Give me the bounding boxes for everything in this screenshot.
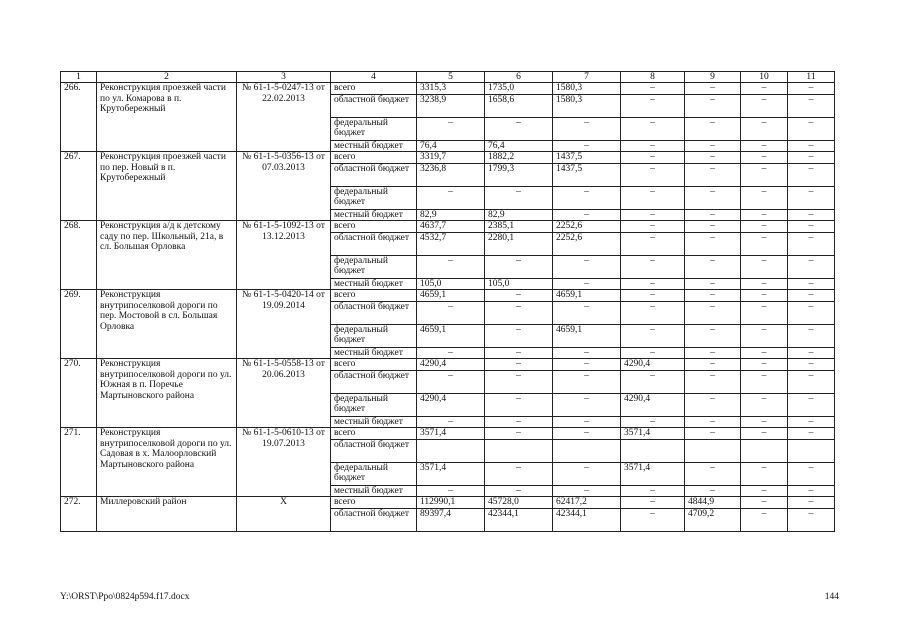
value-cell: – bbox=[685, 186, 741, 209]
value-cell: – bbox=[685, 117, 741, 140]
funding-source: федеральный бюджет bbox=[331, 462, 417, 485]
footer-page-number: 144 bbox=[824, 592, 839, 602]
value-cell: 4290,4 bbox=[621, 359, 685, 371]
value-cell: – bbox=[741, 428, 788, 440]
value-cell: – bbox=[788, 117, 835, 140]
value-cell: – bbox=[685, 278, 741, 290]
table-row bbox=[61, 221, 835, 233]
funding-source: федеральный бюджет bbox=[331, 117, 417, 140]
value-cell: – bbox=[685, 462, 741, 485]
value-cell: 3571,4 bbox=[621, 428, 685, 440]
value-cell: – bbox=[788, 232, 835, 255]
column-number: 4 bbox=[331, 72, 417, 83]
value-cell: – bbox=[741, 221, 788, 233]
value-cell: 82,9 bbox=[417, 209, 485, 221]
value-cell: – bbox=[485, 186, 553, 209]
value-cell: 4290,4 bbox=[621, 393, 685, 416]
value-cell bbox=[417, 439, 485, 462]
table-body bbox=[61, 72, 835, 532]
value-cell: – bbox=[621, 301, 685, 324]
value-cell: – bbox=[741, 393, 788, 416]
value-cell: – bbox=[621, 232, 685, 255]
value-cell: – bbox=[621, 485, 685, 497]
value-cell: – bbox=[741, 117, 788, 140]
value-cell: – bbox=[685, 83, 741, 95]
funding-source: федеральный бюджет bbox=[331, 393, 417, 416]
row-number: 269. bbox=[61, 290, 97, 359]
value-cell: – bbox=[741, 359, 788, 371]
document-number: № 61-1-5-0247-13 от 22.02.2013 bbox=[237, 83, 331, 152]
column-number: 10 bbox=[741, 72, 788, 83]
object-name: Реконструкция внутрипоселковой дороги по ул. Садовая в х. Малоорловский Мартыновского района bbox=[97, 428, 237, 497]
object-name: Реконструкция внутрипоселковой дороги по ул. Южная в п. Поречье Мартыновского района bbox=[97, 359, 237, 428]
table-row bbox=[61, 359, 835, 371]
row-number: 270. bbox=[61, 359, 97, 428]
value-cell: – bbox=[485, 301, 553, 324]
value-cell: 3319,7 bbox=[417, 152, 485, 164]
funding-source: федеральный бюджет bbox=[331, 324, 417, 347]
value-cell: 4637,7 bbox=[417, 221, 485, 233]
value-cell: 89397,4 bbox=[417, 508, 485, 531]
value-cell bbox=[621, 439, 685, 462]
value-cell: – bbox=[685, 301, 741, 324]
funding-source: областной бюджет bbox=[331, 439, 417, 462]
value-cell: – bbox=[788, 497, 835, 509]
value-cell: – bbox=[741, 83, 788, 95]
table-row bbox=[61, 152, 835, 164]
value-cell: – bbox=[553, 186, 621, 209]
value-cell: 2252,6 bbox=[553, 232, 621, 255]
value-cell: – bbox=[685, 209, 741, 221]
value-cell: – bbox=[741, 416, 788, 428]
table-row bbox=[61, 497, 835, 509]
value-cell: – bbox=[621, 186, 685, 209]
value-cell bbox=[741, 439, 788, 462]
table-row bbox=[61, 83, 835, 95]
funding-source: местный бюджет bbox=[331, 278, 417, 290]
row-number: 271. bbox=[61, 428, 97, 497]
value-cell: – bbox=[788, 278, 835, 290]
value-cell: 62417,2 bbox=[553, 497, 621, 509]
value-cell: 3571,4 bbox=[417, 428, 485, 440]
value-cell: – bbox=[417, 347, 485, 359]
row-number: 267. bbox=[61, 152, 97, 221]
value-cell: – bbox=[621, 152, 685, 164]
value-cell: – bbox=[685, 152, 741, 164]
document-number: Х bbox=[237, 497, 331, 532]
column-number: 11 bbox=[788, 72, 835, 83]
value-cell: 1437,5 bbox=[553, 163, 621, 186]
value-cell: – bbox=[685, 290, 741, 302]
value-cell: 3238,9 bbox=[417, 94, 485, 117]
value-cell: – bbox=[788, 324, 835, 347]
value-cell: – bbox=[485, 462, 553, 485]
value-cell: 42344,1 bbox=[553, 508, 621, 531]
value-cell: – bbox=[788, 209, 835, 221]
value-cell: 3571,4 bbox=[621, 462, 685, 485]
value-cell: 112990,1 bbox=[417, 497, 485, 509]
document-number: № 61-1-5-1092-13 от 13.12.2013 bbox=[237, 221, 331, 290]
value-cell: – bbox=[621, 255, 685, 278]
value-cell: – bbox=[788, 186, 835, 209]
value-cell: 3236,8 bbox=[417, 163, 485, 186]
value-cell: – bbox=[621, 140, 685, 152]
value-cell: 1735,0 bbox=[485, 83, 553, 95]
value-cell bbox=[485, 439, 553, 462]
value-cell: 4659,1 bbox=[553, 324, 621, 347]
column-number: 1 bbox=[61, 72, 97, 83]
value-cell: – bbox=[685, 232, 741, 255]
value-cell: – bbox=[485, 290, 553, 302]
value-cell: 4844,9 bbox=[685, 497, 741, 509]
value-cell: – bbox=[741, 232, 788, 255]
object-name: Реконструкция внутрипоселковой дороги по пер. Мостовой в сл. Большая Орловка bbox=[97, 290, 237, 359]
value-cell: – bbox=[741, 347, 788, 359]
funding-source: всего bbox=[331, 152, 417, 164]
value-cell: – bbox=[788, 83, 835, 95]
value-cell: – bbox=[788, 221, 835, 233]
value-cell: 3315,3 bbox=[417, 83, 485, 95]
value-cell: – bbox=[788, 255, 835, 278]
value-cell: – bbox=[553, 370, 621, 393]
object-name: Реконструкция проезжей части по пер. Новый в п. Крутобережный bbox=[97, 152, 237, 221]
value-cell: – bbox=[417, 255, 485, 278]
row-number: 272. bbox=[61, 497, 97, 532]
value-cell: – bbox=[788, 140, 835, 152]
value-cell: – bbox=[788, 393, 835, 416]
column-number: 7 bbox=[553, 72, 621, 83]
value-cell: – bbox=[485, 485, 553, 497]
value-cell: – bbox=[553, 278, 621, 290]
object-name: Миллеровский район bbox=[97, 497, 237, 532]
value-cell: – bbox=[788, 301, 835, 324]
value-cell: – bbox=[741, 485, 788, 497]
funding-source: федеральный бюджет bbox=[331, 186, 417, 209]
document-number: № 61-1-5-0558-13 от 20.06.2013 bbox=[237, 359, 331, 428]
object-name: Реконструкция а/д к детскому саду по пер. Школьный, 21а, в сл. Большая Орловка bbox=[97, 221, 237, 290]
funding-source: всего bbox=[331, 359, 417, 371]
value-cell: – bbox=[741, 508, 788, 531]
funding-source: областной бюджет bbox=[331, 94, 417, 117]
value-cell: – bbox=[417, 186, 485, 209]
column-number: 6 bbox=[485, 72, 553, 83]
funding-source: местный бюджет bbox=[331, 416, 417, 428]
column-number: 8 bbox=[621, 72, 685, 83]
value-cell: – bbox=[741, 370, 788, 393]
value-cell: 2280,1 bbox=[485, 232, 553, 255]
value-cell: – bbox=[741, 209, 788, 221]
value-cell: – bbox=[685, 255, 741, 278]
funding-source: областной бюджет bbox=[331, 301, 417, 324]
value-cell: – bbox=[685, 428, 741, 440]
value-cell: 4532,7 bbox=[417, 232, 485, 255]
value-cell: – bbox=[788, 370, 835, 393]
value-cell bbox=[553, 439, 621, 462]
value-cell: – bbox=[685, 416, 741, 428]
value-cell: – bbox=[685, 324, 741, 347]
value-cell: – bbox=[485, 393, 553, 416]
value-cell: 2252,6 bbox=[553, 221, 621, 233]
value-cell: – bbox=[741, 301, 788, 324]
value-cell: – bbox=[553, 140, 621, 152]
value-cell: – bbox=[621, 278, 685, 290]
value-cell: – bbox=[685, 140, 741, 152]
value-cell: – bbox=[553, 485, 621, 497]
value-cell: – bbox=[788, 163, 835, 186]
value-cell: – bbox=[685, 94, 741, 117]
value-cell: – bbox=[741, 186, 788, 209]
value-cell: – bbox=[741, 497, 788, 509]
row-number: 268. bbox=[61, 221, 97, 290]
value-cell: – bbox=[685, 163, 741, 186]
funding-source: местный бюджет bbox=[331, 209, 417, 221]
value-cell: 1580,3 bbox=[553, 94, 621, 117]
value-cell: – bbox=[621, 163, 685, 186]
value-cell: – bbox=[417, 117, 485, 140]
value-cell: – bbox=[685, 370, 741, 393]
value-cell: 1882,2 bbox=[485, 152, 553, 164]
funding-source: местный бюджет bbox=[331, 347, 417, 359]
column-number: 2 bbox=[97, 72, 237, 83]
column-number-row bbox=[61, 72, 835, 83]
value-cell: – bbox=[685, 393, 741, 416]
funding-source: всего bbox=[331, 497, 417, 509]
value-cell: 1658,6 bbox=[485, 94, 553, 117]
value-cell: – bbox=[621, 83, 685, 95]
value-cell: – bbox=[788, 428, 835, 440]
document-number: № 61-1-5-0610-13 от 19.07.2013 bbox=[237, 428, 331, 497]
value-cell: 4659,1 bbox=[417, 290, 485, 302]
value-cell: – bbox=[741, 255, 788, 278]
value-cell: – bbox=[685, 221, 741, 233]
value-cell: – bbox=[788, 416, 835, 428]
value-cell: – bbox=[621, 416, 685, 428]
value-cell: 82,9 bbox=[485, 209, 553, 221]
value-cell: – bbox=[417, 301, 485, 324]
value-cell: – bbox=[485, 359, 553, 371]
value-cell: – bbox=[741, 462, 788, 485]
funding-source: областной бюджет bbox=[331, 508, 417, 531]
value-cell: – bbox=[485, 416, 553, 428]
value-cell: – bbox=[553, 359, 621, 371]
value-cell: – bbox=[553, 209, 621, 221]
value-cell: – bbox=[485, 347, 553, 359]
value-cell: 4659,1 bbox=[417, 324, 485, 347]
value-cell: – bbox=[621, 117, 685, 140]
value-cell: – bbox=[485, 370, 553, 393]
value-cell: – bbox=[788, 462, 835, 485]
funding-source: областной бюджет bbox=[331, 232, 417, 255]
value-cell: 3571,4 bbox=[417, 462, 485, 485]
value-cell: 4290,4 bbox=[417, 393, 485, 416]
value-cell: 4709,2 bbox=[685, 508, 741, 531]
funding-source: всего bbox=[331, 428, 417, 440]
value-cell bbox=[788, 439, 835, 462]
value-cell: – bbox=[621, 290, 685, 302]
value-cell: 1580,3 bbox=[553, 83, 621, 95]
funding-source: местный бюджет bbox=[331, 140, 417, 152]
value-cell: – bbox=[417, 485, 485, 497]
value-cell: – bbox=[685, 347, 741, 359]
funding-source: всего bbox=[331, 83, 417, 95]
data-table bbox=[60, 71, 835, 532]
value-cell: 42344,1 bbox=[485, 508, 553, 531]
value-cell: – bbox=[621, 209, 685, 221]
value-cell: 105,0 bbox=[417, 278, 485, 290]
value-cell: – bbox=[553, 301, 621, 324]
value-cell: – bbox=[553, 428, 621, 440]
row-number: 266. bbox=[61, 83, 97, 152]
value-cell: 76,4 bbox=[417, 140, 485, 152]
value-cell: – bbox=[741, 290, 788, 302]
value-cell: – bbox=[553, 117, 621, 140]
value-cell: – bbox=[417, 416, 485, 428]
funding-source: областной бюджет bbox=[331, 370, 417, 393]
value-cell: – bbox=[485, 324, 553, 347]
document-number: № 61-1-5-0356-13 от 07.03.2013 bbox=[237, 152, 331, 221]
value-cell: 1437,5 bbox=[553, 152, 621, 164]
value-cell: – bbox=[741, 140, 788, 152]
value-cell: – bbox=[685, 359, 741, 371]
table-row bbox=[61, 428, 835, 440]
value-cell: 1799,3 bbox=[485, 163, 553, 186]
value-cell: – bbox=[788, 359, 835, 371]
value-cell: – bbox=[553, 393, 621, 416]
value-cell: – bbox=[788, 485, 835, 497]
funding-source: всего bbox=[331, 221, 417, 233]
value-cell: – bbox=[485, 117, 553, 140]
value-cell: – bbox=[741, 163, 788, 186]
footer-file-path: Y:\ORST\Ppo\0824p594.f17.docx bbox=[60, 592, 190, 602]
value-cell: – bbox=[741, 324, 788, 347]
value-cell: – bbox=[417, 370, 485, 393]
value-cell: – bbox=[788, 94, 835, 117]
value-cell: – bbox=[553, 347, 621, 359]
value-cell: – bbox=[741, 94, 788, 117]
value-cell: 4290,4 bbox=[417, 359, 485, 371]
funding-source: местный бюджет bbox=[331, 485, 417, 497]
value-cell: – bbox=[741, 152, 788, 164]
value-cell: – bbox=[553, 416, 621, 428]
value-cell: – bbox=[788, 508, 835, 531]
value-cell: 4659,1 bbox=[553, 290, 621, 302]
document-number: № 61-1-5-0420-14 от 19.09.2014 bbox=[237, 290, 331, 359]
column-number: 5 bbox=[417, 72, 485, 83]
column-number: 3 bbox=[237, 72, 331, 83]
value-cell: – bbox=[485, 255, 553, 278]
value-cell: – bbox=[788, 152, 835, 164]
value-cell: – bbox=[621, 221, 685, 233]
value-cell: – bbox=[553, 255, 621, 278]
value-cell: 76,4 bbox=[485, 140, 553, 152]
value-cell: – bbox=[621, 347, 685, 359]
value-cell: – bbox=[621, 370, 685, 393]
column-number: 9 bbox=[685, 72, 741, 83]
funding-source: федеральный бюджет bbox=[331, 255, 417, 278]
value-cell: 2385,1 bbox=[485, 221, 553, 233]
value-cell: – bbox=[621, 497, 685, 509]
value-cell: – bbox=[741, 278, 788, 290]
value-cell: – bbox=[553, 462, 621, 485]
funding-source: областной бюджет bbox=[331, 163, 417, 186]
object-name: Реконструкция проезжей части по ул. Комарова в п. Крутобережный bbox=[97, 83, 237, 152]
value-cell: – bbox=[621, 508, 685, 531]
value-cell: – bbox=[685, 485, 741, 497]
value-cell: 105,0 bbox=[485, 278, 553, 290]
funding-source: всего bbox=[331, 290, 417, 302]
value-cell: – bbox=[621, 94, 685, 117]
value-cell: – bbox=[788, 347, 835, 359]
value-cell: – bbox=[621, 324, 685, 347]
value-cell: – bbox=[485, 428, 553, 440]
value-cell bbox=[685, 439, 741, 462]
value-cell: – bbox=[788, 290, 835, 302]
table-row bbox=[61, 290, 835, 302]
value-cell: 45728,0 bbox=[485, 497, 553, 509]
